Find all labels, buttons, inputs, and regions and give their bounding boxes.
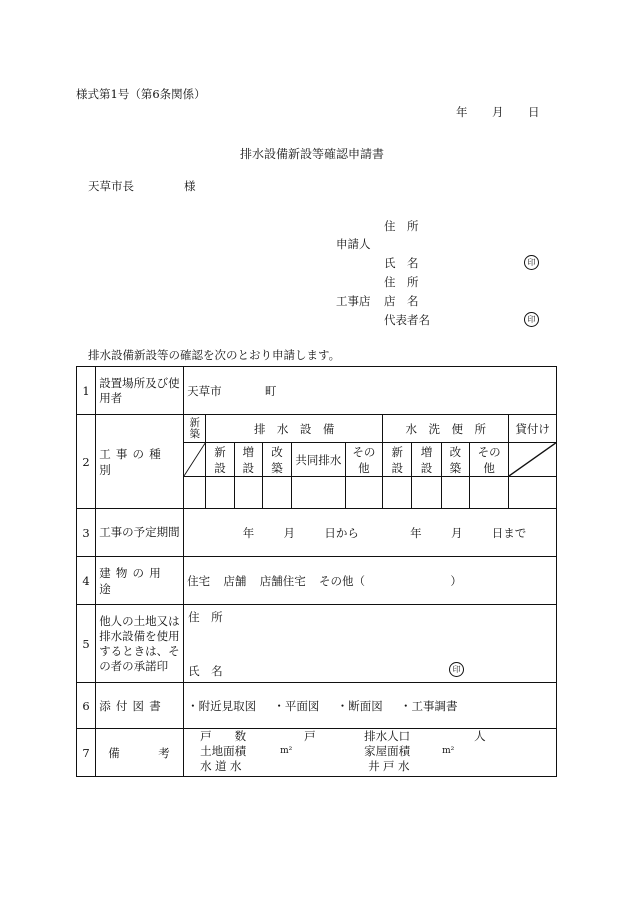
- row5-number: 5: [77, 605, 96, 683]
- applicant-group-label: 申請人: [336, 237, 371, 251]
- rental-diagonal: [509, 443, 557, 477]
- from-day: 日から: [324, 525, 359, 540]
- attachments-field: [184, 683, 557, 729]
- row5-label: 他人の土地又は排水設備を使用するときは、その者の承諾印: [96, 605, 184, 683]
- well-water-label: 井戸水: [368, 759, 413, 773]
- remarks-field[interactable]: [184, 729, 557, 777]
- date-day-label: 日: [528, 105, 540, 119]
- toilet-col-other: その他: [469, 443, 508, 477]
- use-option-shop[interactable]: 店舗: [223, 573, 247, 588]
- population-unit: 人: [474, 729, 486, 743]
- row-building-use: [77, 557, 557, 605]
- drain-col-new: 新設: [206, 443, 234, 477]
- row-remarks: [77, 729, 557, 777]
- form-number: 様式第1号（第6条関係）: [76, 87, 206, 101]
- consent-seal-mark: 印: [449, 662, 464, 677]
- contractor-shop-label: 店 名: [384, 294, 419, 308]
- date-month-label: 月: [492, 105, 504, 119]
- contractor-group-label: 工事店: [336, 294, 371, 308]
- row2-number: 2: [77, 415, 96, 509]
- location-field[interactable]: [184, 367, 557, 415]
- check-drain-remodel[interactable]: [262, 477, 291, 509]
- contractor-rep-label: 代表者名: [384, 313, 430, 327]
- to-year: 年: [410, 525, 422, 540]
- row-location: [77, 367, 557, 415]
- land-area-unit: m²: [280, 746, 293, 756]
- schedule-field[interactable]: [184, 509, 557, 557]
- consent-address-label: 住 所: [188, 610, 223, 624]
- use-option-shop-house[interactable]: 店舗住宅: [259, 573, 306, 588]
- row-consent: [77, 605, 557, 683]
- row-work-type-header: [77, 415, 557, 443]
- row1-number: 1: [77, 367, 96, 415]
- application-form-table: [76, 366, 557, 777]
- row6-number: 6: [77, 683, 96, 729]
- row2-label: 工事の種別: [96, 415, 184, 509]
- consent-name-label: 氏 名: [188, 664, 223, 678]
- city-name: 天草市: [187, 383, 222, 398]
- row3-label: 工事の予定期間: [96, 509, 184, 557]
- new-build-diagonal: [184, 443, 206, 477]
- check-drain-shared[interactable]: [292, 477, 346, 509]
- households-unit: 戸: [304, 729, 316, 743]
- floor-area-label: 家屋面積: [364, 744, 411, 758]
- flush-toilet-header: 水 洗 便 所: [383, 415, 509, 443]
- contractor-address-label: 住 所: [384, 275, 419, 289]
- addressee: 天草市長: [88, 179, 134, 193]
- applicant-name-label: 氏 名: [384, 256, 419, 270]
- use-option-other[interactable]: その他（: [319, 573, 366, 588]
- rental-header: 貸付け: [509, 415, 557, 443]
- check-toilet-new[interactable]: [383, 477, 412, 509]
- from-month: 月: [283, 525, 296, 540]
- attachment-floor-plan: ・平面図: [273, 698, 320, 713]
- check-toilet-remodel[interactable]: [441, 477, 469, 509]
- document-title: 排水設備新設等確認申請書: [240, 147, 385, 161]
- drain-col-other: その他: [345, 443, 382, 477]
- attachment-section: ・断面図: [336, 698, 383, 713]
- drain-col-shared: 共同排水: [292, 443, 346, 477]
- new-build-header: 新築: [184, 415, 206, 443]
- applicant-address-label: 住 所: [384, 219, 419, 233]
- households-label: 戸 数: [200, 729, 247, 743]
- to-day: 日まで: [491, 525, 527, 540]
- row-schedule: [77, 509, 557, 557]
- applicant-seal-mark: 印: [524, 255, 539, 270]
- check-toilet-extend[interactable]: [412, 477, 441, 509]
- row6-label: 添付図書: [96, 683, 184, 729]
- land-area-label: 土地面積: [200, 744, 247, 758]
- row7-number: 7: [77, 729, 96, 777]
- row-attachments: [77, 683, 557, 729]
- check-new-build[interactable]: [184, 477, 206, 509]
- intro-text: 排水設備新設等の確認を次のとおり申請します。: [88, 348, 341, 362]
- row7-label: 備 考: [96, 729, 184, 777]
- use-option-house[interactable]: 住宅: [187, 573, 211, 588]
- drain-col-extend: 増設: [234, 443, 262, 477]
- population-label: 排水人口: [364, 729, 411, 743]
- to-month: 月: [450, 525, 463, 540]
- consent-field[interactable]: [184, 605, 557, 683]
- row4-number: 4: [77, 557, 96, 605]
- attachment-location-map: ・附近見取図: [187, 698, 257, 713]
- building-use-field[interactable]: [184, 557, 557, 605]
- check-toilet-other[interactable]: [469, 477, 508, 509]
- check-drain-extend[interactable]: [234, 477, 262, 509]
- row1-label: 設置場所及び使用者: [96, 367, 184, 415]
- row3-number: 3: [77, 509, 96, 557]
- toilet-col-remodel: 改築: [441, 443, 469, 477]
- toilet-col-new: 新設: [383, 443, 412, 477]
- addressee-honorific: 様: [184, 179, 196, 193]
- floor-area-unit: m²: [442, 746, 455, 756]
- contractor-seal-mark: 印: [524, 312, 539, 327]
- attachment-work-report: ・工事調書: [400, 698, 458, 713]
- row4-label: 建物の用途: [96, 557, 184, 605]
- toilet-col-extend: 増設: [412, 443, 441, 477]
- check-drain-other[interactable]: [345, 477, 382, 509]
- water-supply-label: 水道水: [200, 759, 245, 773]
- from-year: 年: [242, 525, 255, 540]
- check-rental[interactable]: [509, 477, 557, 509]
- date-year-label: 年: [456, 105, 468, 119]
- town-suffix: 町: [264, 383, 277, 398]
- drain-col-remodel: 改築: [262, 443, 291, 477]
- drain-facility-header: 排 水 設 備: [206, 415, 383, 443]
- use-option-other-close: ）: [450, 573, 462, 588]
- check-drain-new[interactable]: [206, 477, 234, 509]
